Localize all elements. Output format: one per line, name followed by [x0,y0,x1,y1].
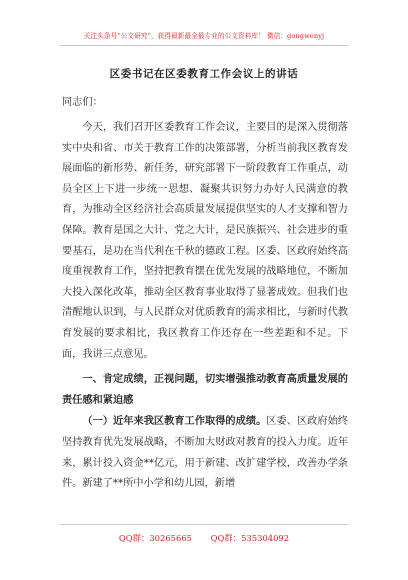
header-banner: 关注头条号“公文研究”，获得最新最全最专业的公文资料库！ 微信：gongwenyj [83,32,325,40]
subsection-paragraph [62,411,348,494]
header-divider [60,45,348,46]
document-title: 区委书记在区委教育工作会议上的讲话 [109,68,299,80]
footer-qq-group-1: QQ群：30265665 [118,533,192,543]
footer-divider [60,524,348,525]
section-heading: 一、肯定成绩，正视问题，切实增强推动教育高质量发展的责任感和紧迫感 [62,373,348,406]
subsection-body: 区委、区政府始终坚持教育优先发展战略，不断加大财政对教育的投入力度。近年来，累计投入资金**亿元，用于新建、改扩建学校，改善办学条件。新建了**所中小学和幼儿园，新增 [62,416,349,490]
intro-paragraph: 今天，我们召开区委教育工作会议，主要目的是深入贯彻落实中央和省、市关于教育工作的决策部署，分析当前我区教育发展面临的新形势、新任务，研究部署下一阶段教育工作重点，动员全区上下进一步统一思想、凝聚共识努力办好人民满意的教育，为推动全区经济社会高质量发展提供坚实的人才支撑和智力保障。教育是国之大计、党之大计，是民族振兴、社会进步的重要基石，是功在当代利在千秋的德政工程。区委、区政府始终高度重视教育工作，坚持把教育摆在优先发展的战略地位，不断加大投入深化改革，推动全区教育事业取得了显著成效。但我们也清醒地认识到，与人民群众对优质教育的需求相比，与新时代教育发展的要求相比，我区教育工作还存在一些差距和不足。下面，我讲三点意见。 [62,122,348,360]
document-body [62,93,348,495]
salutation: 同志们： [62,97,103,108]
subsection-lead: （一）近年来我区教育工作取得的成绩。 [82,415,267,428]
footer-qq-group-2: QQ群：535304092 [210,533,290,543]
footer-contact [0,532,408,544]
